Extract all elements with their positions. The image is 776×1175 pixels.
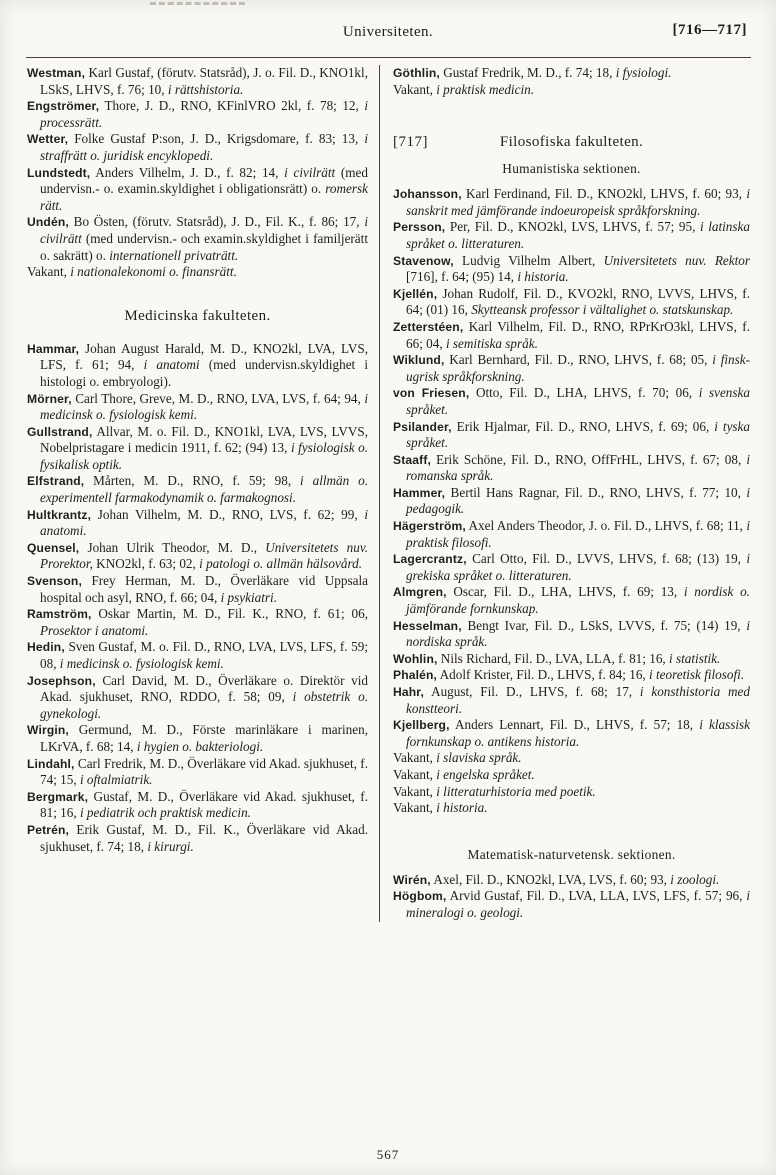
entry-subject: i straffrätt o. juridisk encyklopedi. <box>40 131 368 163</box>
entry-text: (med undervisn.- o. examin.skyldighet i obligationsrätt) o. <box>40 164 368 197</box>
directory-entry <box>27 165 368 215</box>
page-reference: [716—717] <box>672 22 747 38</box>
entry-name: Ramström, <box>27 607 92 622</box>
entry-name: Engströmer, <box>27 99 100 114</box>
entry-text: Axel, Fil. D., KNO2kl, LVA, LVS, f. 60; 93, <box>430 871 671 887</box>
entry-text: Vakant, <box>27 264 71 280</box>
entry-subject: i obstetrik o. gynekologi. <box>40 689 368 721</box>
entry-text: Folke Gustaf P:son, J. D., Krigsdomare, f. 83; 13, <box>68 131 365 147</box>
entry-subject: i medicinsk o. fysiologisk kemi. <box>59 656 224 671</box>
entry-name: Petrén, <box>27 822 70 837</box>
entry-subject: i fysiologi. <box>615 65 672 80</box>
entry-subject: i medicinsk o. fysiologisk kemi. <box>40 390 368 423</box>
entry-subject: i hygien o. bakteriologi. <box>136 738 264 754</box>
entry-subject: romersk rätt. <box>40 181 368 213</box>
entry-subject: i psykiatri. <box>220 589 278 605</box>
entry-text: Oskar Martin, M. D., Fil. K., RNO, f. 61; 06, <box>91 606 368 622</box>
entry-name: Zetterstéen, <box>393 319 464 334</box>
entry-subject: i allmän o. experimentell farmakodynamik o. farmakognosi. <box>40 473 369 506</box>
directory-entry <box>27 822 368 855</box>
entry-name: Wetter, <box>27 132 69 147</box>
entry-text: Otto, Fil. D., LHA, LHVS, f. 70; 06, <box>469 385 699 401</box>
page-header <box>27 0 749 54</box>
entry-text: Allvar, M. o. Fil. D., KNO1kl, LVA, LVS, LVVS, Nobelpristagare i medicin 1911, f. 62; (94) 13, <box>40 423 368 456</box>
entry-subject: i teoretisk filosofi. <box>649 667 745 683</box>
entry-text: Oscar, Fil. D., LHA, LHVS, f. 69; 13, <box>446 584 684 600</box>
directory-entry <box>393 584 750 617</box>
entry-text: Carl Fredrik, M. D., Överläkare vid Akad. sjukhuset, f. 74; 15, <box>40 755 368 788</box>
entry-text: Germund, M. D., Förste marinläkare i marinen, LKrVA, f. 68; 14, <box>40 722 368 754</box>
entry-name: Lundstedt, <box>27 165 91 180</box>
entry-text: Anders Vilhelm, J. D., f. 82; 14, <box>90 164 285 180</box>
entry-subject: i svenska språket. <box>406 385 750 417</box>
entry-text: August, Fil. D., LHVS, f. 68; 17, <box>424 684 640 699</box>
directory-entry <box>393 253 750 286</box>
directory-entry <box>27 540 368 573</box>
entry-name: Hultkrantz, <box>27 507 92 522</box>
entry-text: Johan Vilhelm, M. D., RNO, LVS, f. 62; 99, <box>91 506 365 522</box>
directory-entry <box>27 756 368 789</box>
entry-text: Frey Herman, M. D., Överläkare vid Uppsala hospital och asyl, RNO, f. 66; 04, <box>40 573 368 605</box>
directory-entry <box>27 473 368 506</box>
directory-entry <box>27 214 368 264</box>
entry-text: Per, Fil. D., KNO2kl, LVS, LHVS, f. 57; 95, <box>445 219 700 235</box>
page-marker: [717] <box>393 134 428 151</box>
entry-subject: i klassisk fornkunskap o. antikens historia. <box>406 717 750 749</box>
directory-entry <box>393 65 750 82</box>
entry-text: Carl David, M. D., Överläkare o. Direktör vid Akad. sjukhuset, RNO, RDDO, f. 58; 09, <box>40 672 368 705</box>
directory-entry <box>393 784 750 801</box>
directory-entry <box>27 606 368 639</box>
directory-entry <box>27 789 368 822</box>
directory-entry <box>393 651 750 668</box>
entry-name: Johansson, <box>393 187 462 202</box>
directory-entry <box>393 750 750 767</box>
entry-subject: i praktisk filosofi. <box>406 518 750 550</box>
entry-subject: i mineralogi o. geologi. <box>406 888 750 920</box>
entry-text: Vakant, <box>393 750 437 766</box>
entry-text: (med undervisn.- och examin.skyldighet i familjerätt o. sakrätt) o. <box>40 230 368 263</box>
entry-name: von Friesen, <box>393 386 470 401</box>
entry-text: Bo Östen, (förutv. Statsråd), J. D., Fil. K., f. 86; 17, <box>68 214 365 230</box>
section-subheading: Humanistiska sektionen. <box>502 161 641 177</box>
directory-entry <box>27 573 368 606</box>
entry-subject: Skytteansk professor i vältalighet o. statskunskap. <box>471 302 734 318</box>
entry-subject: i civilrätt <box>284 164 336 180</box>
entry-text: Axel Anders Theodor, J. o. Fil. D., LHVS, f. 68; 11, <box>465 518 747 534</box>
entry-subject: i statistik. <box>669 650 721 666</box>
directory-entry <box>393 872 750 889</box>
directory-entry <box>393 485 750 518</box>
directory-entry <box>393 800 750 817</box>
directory-entry <box>393 352 750 385</box>
column-right <box>379 65 750 922</box>
entry-text: Vakant, <box>393 81 437 97</box>
entry-subject: i nordisk o. jämförande fornkunskap. <box>406 584 750 617</box>
directory-entry <box>393 452 750 485</box>
entry-subject: internationell privaträtt. <box>109 247 239 263</box>
entry-subject: i historia. <box>517 269 569 285</box>
entry-text: Thore, J. D., RNO, KFinlVRO 2kl, f. 78; 12, <box>99 98 365 114</box>
entry-subject: i finsk-ugrisk språkforskning. <box>406 352 750 384</box>
directory-entry <box>27 722 368 755</box>
entry-subject: i zoologi. <box>670 871 720 887</box>
entry-text: Arvid Gustaf, Fil. D., LVA, LLA, LVS, LFS, f. 57; 96, <box>446 888 747 904</box>
entry-text: Vakant, <box>393 800 437 816</box>
directory-entry <box>393 767 750 784</box>
entry-subject: i rättshistoria. <box>167 81 244 97</box>
entry-subject: i processrätt. <box>40 98 368 130</box>
entry-subject: Universitetets nuv. Rektor <box>603 252 750 268</box>
directory-entry <box>393 82 750 99</box>
directory-entry <box>393 888 750 921</box>
entry-text: Sven Gustaf, M. o. Fil. D., RNO, LVA, LVS, LFS, f. 59; 08, <box>40 639 368 671</box>
entry-text: Mårten, M. D., RNO, f. 59; 98, <box>84 473 301 489</box>
faculty-heading-with-marker <box>393 134 750 151</box>
entry-text: Johan August Harald, M. D., KNO2kl, LVA, LVS, LFS, f. 61; 94, <box>40 340 368 373</box>
column-left <box>27 65 379 922</box>
page-number: 567 <box>376 1147 400 1162</box>
entry-name: Högbom, <box>393 889 447 904</box>
entry-name: Gullstrand, <box>27 424 93 439</box>
entry-name: Hammar, <box>27 341 80 356</box>
entry-subject: i pediatrik och praktisk medicin. <box>79 805 251 821</box>
entry-text: [716], f. 64; (95) 14, <box>406 269 518 285</box>
entry-subject: i anatomi. <box>40 506 368 539</box>
entry-name: Psilander, <box>393 419 452 434</box>
entry-name: Mörner, <box>27 391 72 406</box>
entry-subject: i historia. <box>436 800 488 816</box>
entry-subject: i oftalmiatrik. <box>79 772 153 788</box>
entry-name: Stavenow, <box>393 253 454 268</box>
entry-name: Wirgin, <box>27 723 69 738</box>
entry-text: Carl Thore, Greve, M. D., RNO, LVA, LVS, f. 64; 94, <box>71 390 365 406</box>
entry-subject: i grekiska språket o. litteraturen. <box>406 551 750 583</box>
entry-name: Lagercrantz, <box>393 552 467 567</box>
entry-subject: i anatomi <box>143 357 200 373</box>
entry-name: Staaff, <box>393 452 432 467</box>
entry-text: Karl Bernhard, Fil. D., RNO, LHVS, f. 68; 05, <box>444 352 713 368</box>
entry-text: Vakant, <box>393 783 437 799</box>
entry-name: Hedin, <box>27 640 65 655</box>
entry-name: Göthlin, <box>393 66 440 80</box>
directory-entry <box>393 319 750 352</box>
directory-entry <box>393 286 750 319</box>
entry-subject: i civilrätt <box>40 214 368 246</box>
entry-text: Ludvig Vilhelm Albert, <box>453 252 604 268</box>
directory-entry <box>393 385 750 418</box>
page-title: Universiteten. <box>342 24 434 40</box>
entry-subject: i slaviska språk. <box>436 750 522 766</box>
entry-subject: Universitetets nuv. Prorektor, <box>40 539 369 572</box>
section-subheading: Matematisk-naturvetensk. sektionen. <box>467 846 676 862</box>
entry-name: Bergmark, <box>27 789 89 804</box>
entry-name: Westman, <box>27 66 86 80</box>
entry-text: Erik Gustaf, M. D., Fil. K., Överläkare vid Akad. sjukhuset, f. 74; 18, <box>40 821 368 854</box>
entry-subject: i romanska språk. <box>406 451 750 484</box>
directory-entry <box>27 639 368 672</box>
entry-subject: i praktisk medicin. <box>436 81 535 97</box>
entry-name: Quensel, <box>27 540 80 555</box>
entry-text: Gustaf Fredrik, M. D., f. 74; 18, <box>439 65 616 80</box>
directory-entry <box>393 667 750 684</box>
entry-subject: i sanskrit med jämförande indoeuropeisk språkforskning. <box>406 186 750 218</box>
entry-name: Undén, <box>27 215 69 230</box>
directory-entry <box>27 424 368 474</box>
entry-subject: i engelska språket. <box>436 766 535 782</box>
entry-name: Hägerström, <box>393 519 466 534</box>
entry-text: Bengt Ivar, Fil. D., LSkS, LVVS, f. 75; (14) 19, <box>461 617 747 633</box>
entry-subject: i tyska språket. <box>406 418 751 451</box>
entry-text: Adolf Krister, Fil. D., LHVS, f. 84; 16, <box>437 667 650 683</box>
entry-name: Svenson, <box>27 574 82 589</box>
directory-entry <box>393 618 750 651</box>
entry-text: Bertil Hans Ragnar, Fil. D., RNO, LHVS, f. 77; 10, <box>445 484 747 500</box>
entry-text: Karl Gustaf, (förutv. Statsråd), J. o. Fil. D., KNO1kl, LSkS, LHVS, f. 76; 10, <box>40 65 368 97</box>
entry-name: Elfstrand, <box>27 474 85 489</box>
entry-name: Hesselman, <box>393 618 462 633</box>
entry-name: Persson, <box>393 220 446 235</box>
entry-text: Erik Schöne, Fil. D., RNO, OffFrHL, LHVS, f. 67; 08, <box>431 451 747 467</box>
directory-entry <box>27 264 368 281</box>
directory-entry <box>27 65 368 98</box>
entry-text: Vakant, <box>393 766 437 782</box>
entry-name: Wohlin, <box>393 651 438 666</box>
faculty-heading: Filosofiska fakulteten. <box>499 134 644 151</box>
entry-subject: i fysiologisk o. fysikalisk optik. <box>40 440 368 472</box>
entry-name: Kjellberg, <box>393 718 450 733</box>
directory-entry <box>27 341 368 391</box>
directory-entry <box>393 186 750 219</box>
entry-text: Karl Vilhelm, Fil. D., RNO, RPrKrO3kl, LHVS, f. 66; 04, <box>406 318 750 351</box>
directory-entry <box>393 551 750 584</box>
directory-entry <box>27 131 368 164</box>
entry-subject: i litteraturhistoria med poetik. <box>436 783 596 799</box>
entry-name: Almgren, <box>393 585 447 600</box>
directory-entry <box>393 419 750 452</box>
entry-subject: i patologi o. allmän hälsovård. <box>199 556 363 572</box>
directory-entry <box>27 98 368 131</box>
entry-text: (med undervisn.skyldighet i histologi o. embryologi). <box>40 357 369 389</box>
entry-name: Kjellén, <box>393 286 438 301</box>
directory-entry <box>393 684 750 717</box>
entry-name: Phalén, <box>393 668 438 683</box>
directory-entry <box>393 518 750 551</box>
entry-subject: i kirurgi. <box>147 838 194 854</box>
entry-text: Johan Rudolf, Fil. D., KVO2kl, RNO, LVVS, LHVS, f. 64; (01) 16, <box>406 285 750 318</box>
entry-name: Hammer, <box>393 485 446 500</box>
entry-name: Wirén, <box>393 872 431 887</box>
entry-subject: i nationalekonomi o. finansrätt. <box>70 264 237 280</box>
entry-text: Johan Ulrik Theodor, M. D., <box>79 539 266 555</box>
directory-entry <box>27 391 368 424</box>
faculty-heading: Medicinska fakulteten. <box>124 307 271 324</box>
entry-name: Lindahl, <box>27 756 75 771</box>
entry-name: Wiklund, <box>393 353 445 368</box>
entry-subject: i pedagogik. <box>406 484 750 517</box>
entry-text: Nils Richard, Fil. D., LVA, LLA, f. 81; 16, <box>437 650 670 666</box>
entry-text: Karl Ferdinand, Fil. D., KNO2kl, LHVS, f. 60; 93, <box>461 186 747 202</box>
entry-subject: i semitiska språk. <box>445 335 538 351</box>
directory-entry <box>393 219 750 252</box>
entry-name: Josephson, <box>27 673 96 688</box>
directory-entry <box>27 507 368 540</box>
two-column-layout <box>0 58 776 922</box>
entry-subject: i nordiska språk. <box>406 617 750 650</box>
entry-subject: Prosektor i anatomi. <box>40 622 149 638</box>
entry-text: KNO2kl, f. 63; 02, <box>92 556 200 572</box>
entry-text: Carl Otto, Fil. D., LVVS, LHVS, f. 68; (13) 19, <box>466 551 747 567</box>
entry-text: Erik Hjalmar, Fil. D., RNO, LHVS, f. 69; 06, <box>451 418 715 434</box>
entry-name: Hahr, <box>393 685 424 699</box>
entry-subject: i konsthistoria med konstteori. <box>406 684 750 716</box>
directory-entry <box>27 673 368 723</box>
entry-subject: i latinska språket o. litteraturen. <box>406 219 750 251</box>
directory-entry <box>393 717 750 750</box>
entry-text: Gustaf, M. D., Överläkare vid Akad. sjukhuset, f. 81; 16, <box>40 788 368 821</box>
entry-text: Anders Lennart, Fil. D., LHVS, f. 57; 18, <box>449 717 700 733</box>
